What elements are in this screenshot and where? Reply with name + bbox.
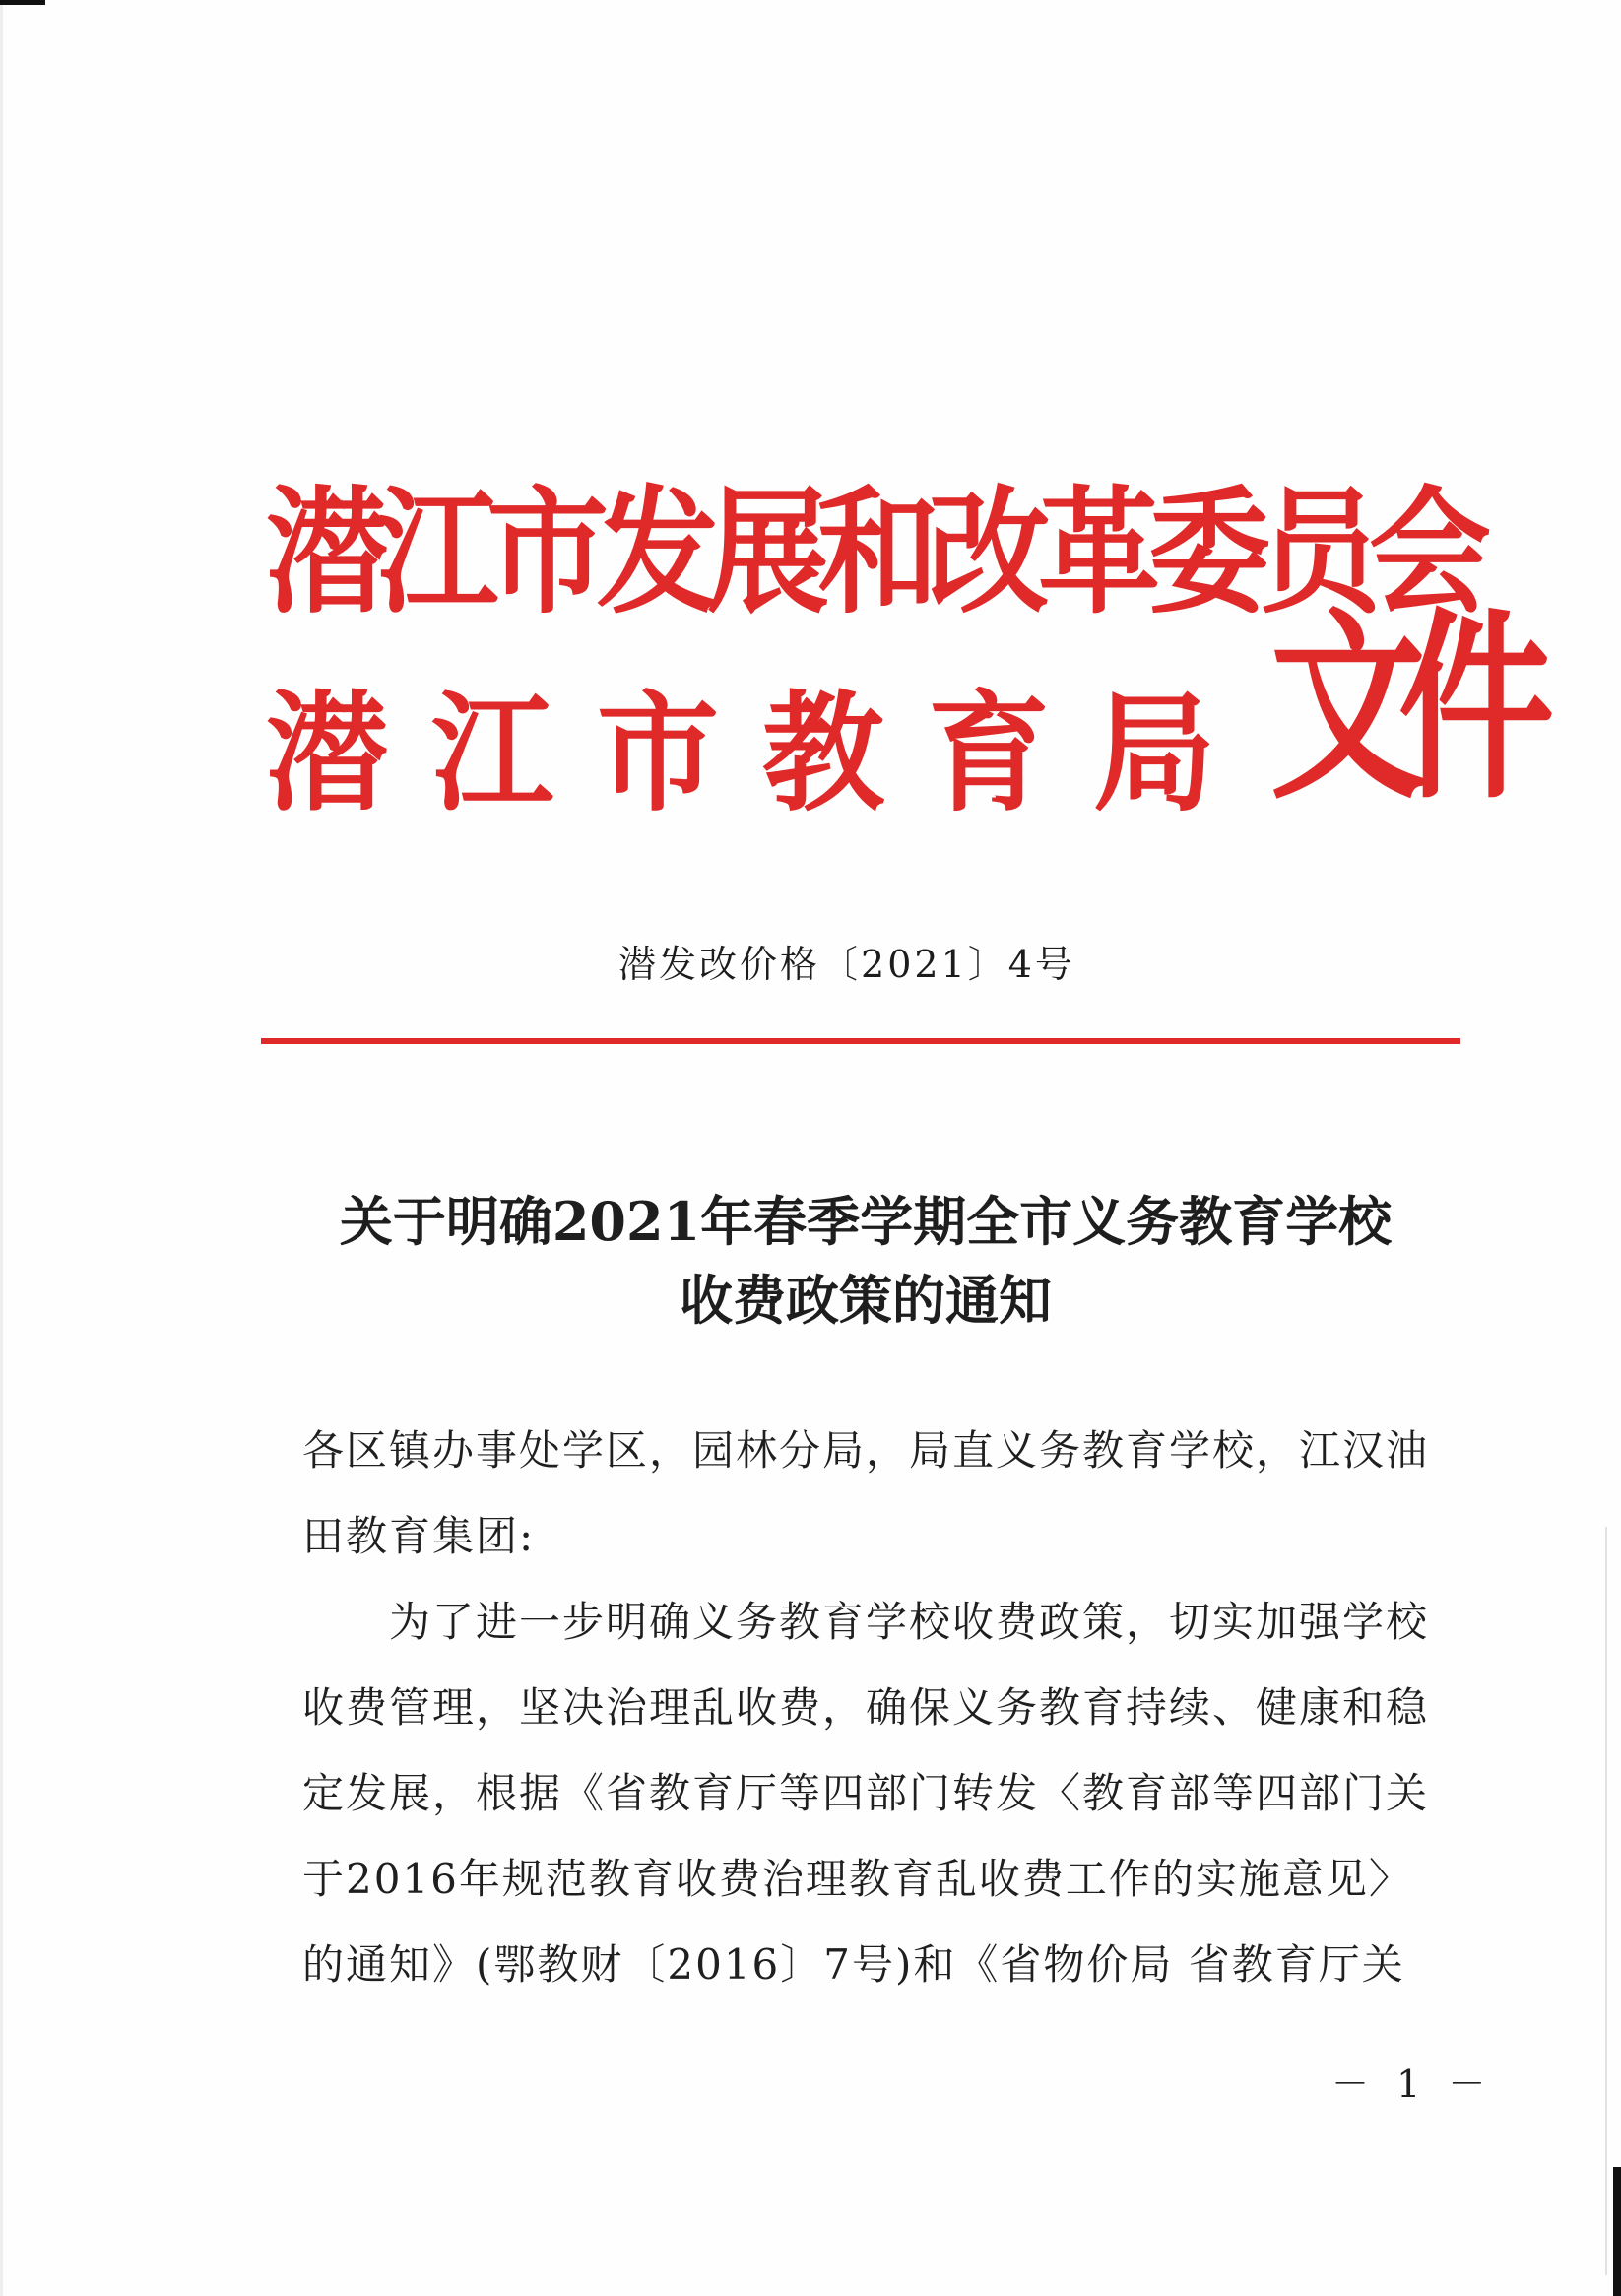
body-line: 为了进一步明确义务教育学校收费政策，切实加强学校 (389, 1598, 1430, 1646)
document-number: 潜发改价格〔2021〕4号 (618, 943, 1075, 986)
body-line: 各区镇办事处学区，园林分局，局直义务教育学校，江汉油 (302, 1426, 1430, 1475)
scan-mark (0, 0, 45, 5)
header-org-line-2: 潜江市教育局 (266, 678, 1260, 830)
header-org-line-1: 潜江市发展和改革委员会 (266, 473, 1480, 633)
scan-bar (1613, 2167, 1621, 2296)
scan-line (1605, 1527, 1607, 2275)
red-divider (261, 1038, 1460, 1044)
body-line: 定发展，根据《省教育厅等四部门转发〈教育部等四部门关 (302, 1769, 1430, 1817)
scan-edge (0, 0, 3, 2296)
page-number: － 1 － (1331, 2063, 1494, 2106)
body-line: 收费管理，坚决治理乱收费，确保义务教育持续、健康和稳 (302, 1683, 1430, 1732)
document-title-line-2: 收费政策的通知 (680, 1269, 1052, 1332)
document-title-line-1: 关于明确2021年春季学期全市义务教育学校 (339, 1190, 1393, 1253)
body-line: 于2016年规范教育收费治理教育乱收费工作的实施意见〉 (302, 1855, 1412, 1903)
body-line: 的通知》(鄂教财〔2016〕7号)和《省物价局 省教育厅关 (302, 1940, 1405, 1989)
body-line: 田教育集团: (302, 1512, 536, 1560)
header-doc-type: 文件 (1270, 590, 1526, 827)
